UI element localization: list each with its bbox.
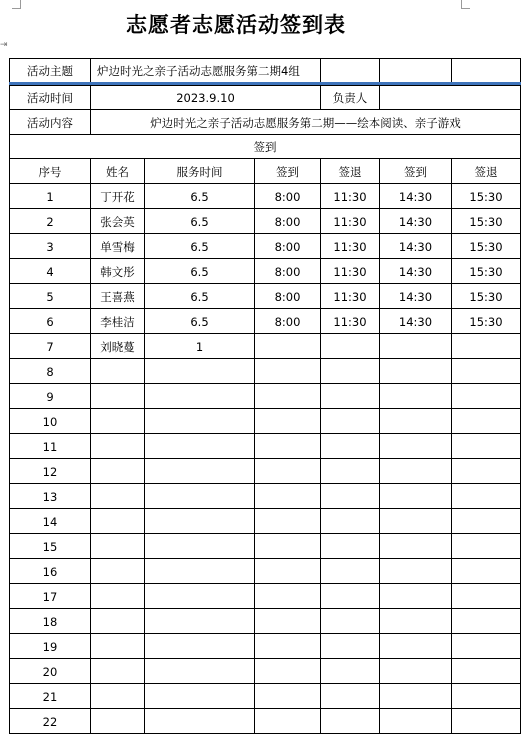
row-signout-pm[interactable] <box>451 359 521 384</box>
row-signin-am[interactable]: 8:00 <box>254 184 320 209</box>
row-signout-pm[interactable] <box>451 709 521 734</box>
table-row <box>9 708 521 734</box>
row-number: 9 <box>9 384 90 409</box>
row-number: 5 <box>9 284 90 309</box>
row-name[interactable] <box>90 384 144 409</box>
row-signin-pm[interactable] <box>379 384 451 409</box>
row-signin-pm[interactable]: 14:30 <box>379 284 451 309</box>
row-service-time[interactable] <box>144 584 254 609</box>
row-signout-pm[interactable] <box>451 659 521 684</box>
row-signout-pm[interactable]: 15:30 <box>451 309 521 334</box>
row-signout-am[interactable]: 11:30 <box>320 234 379 259</box>
row-signin-am[interactable] <box>254 484 320 509</box>
signin-header-row <box>9 134 521 159</box>
row-signout-am[interactable] <box>320 584 379 609</box>
row-service-time[interactable]: 6.5 <box>144 284 254 309</box>
row-signout-pm[interactable] <box>451 409 521 434</box>
row-signin-pm[interactable] <box>379 534 451 559</box>
theme-extra-cell-3[interactable] <box>451 59 521 83</box>
row-signout-pm[interactable] <box>451 534 521 559</box>
row-number: 16 <box>9 559 90 584</box>
signin-header: 签到 <box>9 135 521 159</box>
row-signin-pm[interactable]: 14:30 <box>379 234 451 259</box>
row-signout-pm[interactable] <box>451 684 521 709</box>
row-signin-am[interactable]: 8:00 <box>254 209 320 234</box>
row-service-time[interactable] <box>144 359 254 384</box>
table-row <box>9 483 521 509</box>
time-row <box>9 85 521 110</box>
theme-extra-cell-2[interactable] <box>379 59 451 83</box>
row-signin-am[interactable] <box>254 359 320 384</box>
row-signin-am[interactable]: 8:00 <box>254 234 320 259</box>
row-signin-am[interactable] <box>254 559 320 584</box>
row-signin-am[interactable] <box>254 634 320 659</box>
row-signout-am[interactable]: 11:30 <box>320 209 379 234</box>
row-name[interactable] <box>90 459 144 484</box>
row-signout-am[interactable] <box>320 459 379 484</box>
row-number: 8 <box>9 359 90 384</box>
row-number: 18 <box>9 609 90 634</box>
row-signin-pm[interactable] <box>379 709 451 734</box>
row-number: 15 <box>9 534 90 559</box>
row-signin-pm[interactable] <box>379 584 451 609</box>
content-row <box>9 109 521 135</box>
row-service-time[interactable] <box>144 709 254 734</box>
row-signin-pm[interactable] <box>379 434 451 459</box>
row-service-time[interactable]: 1 <box>144 334 254 359</box>
table-row <box>9 583 521 609</box>
row-service-time[interactable] <box>144 684 254 709</box>
row-number: 19 <box>9 634 90 659</box>
row-name[interactable]: 李桂洁 <box>90 309 144 334</box>
row-signout-am[interactable]: 11:30 <box>320 284 379 309</box>
table-row <box>9 683 521 709</box>
row-number: 4 <box>9 259 90 284</box>
row-signout-am[interactable] <box>320 684 379 709</box>
row-name[interactable] <box>90 609 144 634</box>
table-row <box>9 183 521 209</box>
row-signin-am[interactable] <box>254 434 320 459</box>
table-row <box>9 608 521 634</box>
row-name[interactable]: 王喜燕 <box>90 284 144 309</box>
row-signout-am[interactable] <box>320 659 379 684</box>
row-signin-am[interactable]: 8:00 <box>254 309 320 334</box>
time-label: 活动时间 <box>9 86 90 110</box>
table-row <box>9 308 521 334</box>
row-signin-pm[interactable] <box>379 684 451 709</box>
row-number: 6 <box>9 309 90 334</box>
row-number: 20 <box>9 659 90 684</box>
row-signout-pm[interactable] <box>451 434 521 459</box>
row-service-time[interactable] <box>144 634 254 659</box>
row-signin-am[interactable] <box>254 334 320 359</box>
row-number: 7 <box>9 334 90 359</box>
row-signout-pm[interactable] <box>451 584 521 609</box>
row-number: 1 <box>9 184 90 209</box>
table-move-handle-icon[interactable]: ⇥ <box>0 40 8 50</box>
row-signout-am[interactable] <box>320 609 379 634</box>
row-signout-pm[interactable] <box>451 384 521 409</box>
col-header-signout-pm: 签退 <box>451 159 521 184</box>
row-signin-am[interactable]: 8:00 <box>254 259 320 284</box>
row-number: 22 <box>9 709 90 734</box>
row-number: 14 <box>9 509 90 534</box>
row-signin-pm[interactable] <box>379 359 451 384</box>
content-label: 活动内容 <box>9 110 90 135</box>
row-service-time[interactable] <box>144 409 254 434</box>
row-signout-am[interactable] <box>320 509 379 534</box>
row-number: 21 <box>9 684 90 709</box>
table-row <box>9 658 521 684</box>
page-corner-mark-right <box>461 0 470 9</box>
page-corner-mark-left <box>12 0 21 9</box>
row-signout-pm[interactable]: 15:30 <box>451 259 521 284</box>
row-number: 17 <box>9 584 90 609</box>
col-header-signin-am: 签到 <box>254 159 320 184</box>
table-row <box>9 633 521 659</box>
theme-value[interactable]: 炉边时光之亲子活动志愿服务第二期4组 <box>90 59 320 83</box>
table-row <box>9 558 521 584</box>
row-signin-pm[interactable] <box>379 609 451 634</box>
row-name[interactable] <box>90 684 144 709</box>
row-signout-am[interactable]: 11:30 <box>320 184 379 209</box>
row-signout-am[interactable] <box>320 384 379 409</box>
row-signout-pm[interactable]: 15:30 <box>451 209 521 234</box>
row-signin-pm[interactable] <box>379 409 451 434</box>
row-name[interactable] <box>90 434 144 459</box>
table-row <box>9 333 521 359</box>
leader-value[interactable] <box>379 86 521 110</box>
table-row <box>9 258 521 284</box>
row-signout-am[interactable]: 11:30 <box>320 259 379 284</box>
row-name[interactable]: 丁开花 <box>90 184 144 209</box>
row-signout-pm[interactable] <box>451 634 521 659</box>
row-signout-pm[interactable] <box>451 559 521 584</box>
row-name[interactable]: 张会英 <box>90 209 144 234</box>
row-signout-pm[interactable]: 15:30 <box>451 184 521 209</box>
row-signin-pm[interactable]: 14:30 <box>379 259 451 284</box>
row-signout-am[interactable] <box>320 709 379 734</box>
row-signin-am[interactable] <box>254 509 320 534</box>
row-signout-pm[interactable] <box>451 509 521 534</box>
row-service-time[interactable] <box>144 509 254 534</box>
row-name[interactable]: 单雪梅 <box>90 234 144 259</box>
row-signin-pm[interactable] <box>379 459 451 484</box>
row-signin-am[interactable] <box>254 659 320 684</box>
row-signout-am[interactable] <box>320 634 379 659</box>
row-number: 2 <box>9 209 90 234</box>
theme-label: 活动主题 <box>9 59 90 83</box>
row-signout-pm[interactable] <box>451 459 521 484</box>
row-name[interactable] <box>90 534 144 559</box>
row-signin-am[interactable] <box>254 459 320 484</box>
row-signout-am[interactable] <box>320 409 379 434</box>
content-value[interactable]: 炉边时光之亲子活动志愿服务第二期——绘本阅读、亲子游戏 <box>90 110 521 135</box>
row-signout-pm[interactable] <box>451 609 521 634</box>
row-service-time[interactable] <box>144 459 254 484</box>
row-signout-pm[interactable]: 15:30 <box>451 284 521 309</box>
column-header-row <box>9 158 521 184</box>
row-signout-am[interactable]: 11:30 <box>320 309 379 334</box>
col-header-service-time: 服务时间 <box>144 159 254 184</box>
row-number: 12 <box>9 459 90 484</box>
row-signin-pm[interactable] <box>379 659 451 684</box>
row-name[interactable] <box>90 709 144 734</box>
row-name[interactable] <box>90 634 144 659</box>
col-header-signout-am: 签退 <box>320 159 379 184</box>
row-service-time[interactable] <box>144 484 254 509</box>
row-signin-pm[interactable] <box>379 509 451 534</box>
row-signin-am[interactable] <box>254 709 320 734</box>
row-service-time[interactable]: 6.5 <box>144 184 254 209</box>
row-signin-am[interactable] <box>254 609 320 634</box>
table-row <box>9 383 521 409</box>
row-name[interactable]: 韩文彤 <box>90 259 144 284</box>
row-signout-pm[interactable]: 15:30 <box>451 234 521 259</box>
row-name[interactable] <box>90 409 144 434</box>
row-number: 10 <box>9 409 90 434</box>
row-signin-am[interactable] <box>254 409 320 434</box>
row-signin-pm[interactable]: 14:30 <box>379 184 451 209</box>
col-header-signin-pm: 签到 <box>379 159 451 184</box>
row-signin-am[interactable]: 8:00 <box>254 284 320 309</box>
row-service-time[interactable]: 6.5 <box>144 259 254 284</box>
row-signout-am[interactable] <box>320 334 379 359</box>
row-signout-am[interactable] <box>320 484 379 509</box>
row-service-time[interactable] <box>144 384 254 409</box>
page-title: 志愿者志愿活动签到表 <box>126 12 346 37</box>
table-row <box>9 458 521 484</box>
table-row <box>9 508 521 534</box>
row-signout-am[interactable] <box>320 359 379 384</box>
leader-label: 负责人 <box>320 86 379 110</box>
row-signin-pm[interactable] <box>379 559 451 584</box>
row-service-time[interactable] <box>144 559 254 584</box>
table-row <box>9 433 521 459</box>
row-signout-pm[interactable] <box>451 484 521 509</box>
row-service-time[interactable] <box>144 534 254 559</box>
row-name[interactable] <box>90 359 144 384</box>
row-signin-am[interactable] <box>254 384 320 409</box>
row-signin-am[interactable] <box>254 584 320 609</box>
row-service-time[interactable]: 6.5 <box>144 209 254 234</box>
row-signout-am[interactable] <box>320 534 379 559</box>
row-signout-am[interactable] <box>320 434 379 459</box>
row-signin-pm[interactable]: 14:30 <box>379 209 451 234</box>
row-service-time[interactable]: 6.5 <box>144 309 254 334</box>
row-signin-am[interactable] <box>254 534 320 559</box>
table-bottom-border <box>9 733 521 734</box>
row-name[interactable] <box>90 509 144 534</box>
row-service-time[interactable] <box>144 434 254 459</box>
table-row <box>9 358 521 384</box>
theme-row <box>9 58 521 83</box>
time-value[interactable]: 2023.9.10 <box>90 86 320 110</box>
row-signin-pm[interactable] <box>379 634 451 659</box>
table-row <box>9 408 521 434</box>
row-service-time[interactable] <box>144 609 254 634</box>
row-signin-pm[interactable] <box>379 334 451 359</box>
row-name[interactable] <box>90 484 144 509</box>
row-signout-am[interactable] <box>320 559 379 584</box>
row-signin-pm[interactable] <box>379 484 451 509</box>
col-header-number: 序号 <box>9 159 90 184</box>
col-header-name: 姓名 <box>90 159 144 184</box>
row-number: 3 <box>9 234 90 259</box>
row-signout-pm[interactable] <box>451 334 521 359</box>
table-row <box>9 533 521 559</box>
table-row <box>9 233 521 259</box>
table-row <box>9 208 521 234</box>
row-name[interactable]: 刘晓蔓 <box>90 334 144 359</box>
table-row <box>9 283 521 309</box>
row-signin-am[interactable] <box>254 684 320 709</box>
row-service-time[interactable]: 6.5 <box>144 234 254 259</box>
row-name[interactable] <box>90 584 144 609</box>
theme-extra-cell-1[interactable] <box>320 59 379 83</box>
row-service-time[interactable] <box>144 659 254 684</box>
row-name[interactable] <box>90 659 144 684</box>
row-number: 11 <box>9 434 90 459</box>
row-number: 13 <box>9 484 90 509</box>
row-signin-pm[interactable]: 14:30 <box>379 309 451 334</box>
row-name[interactable] <box>90 559 144 584</box>
